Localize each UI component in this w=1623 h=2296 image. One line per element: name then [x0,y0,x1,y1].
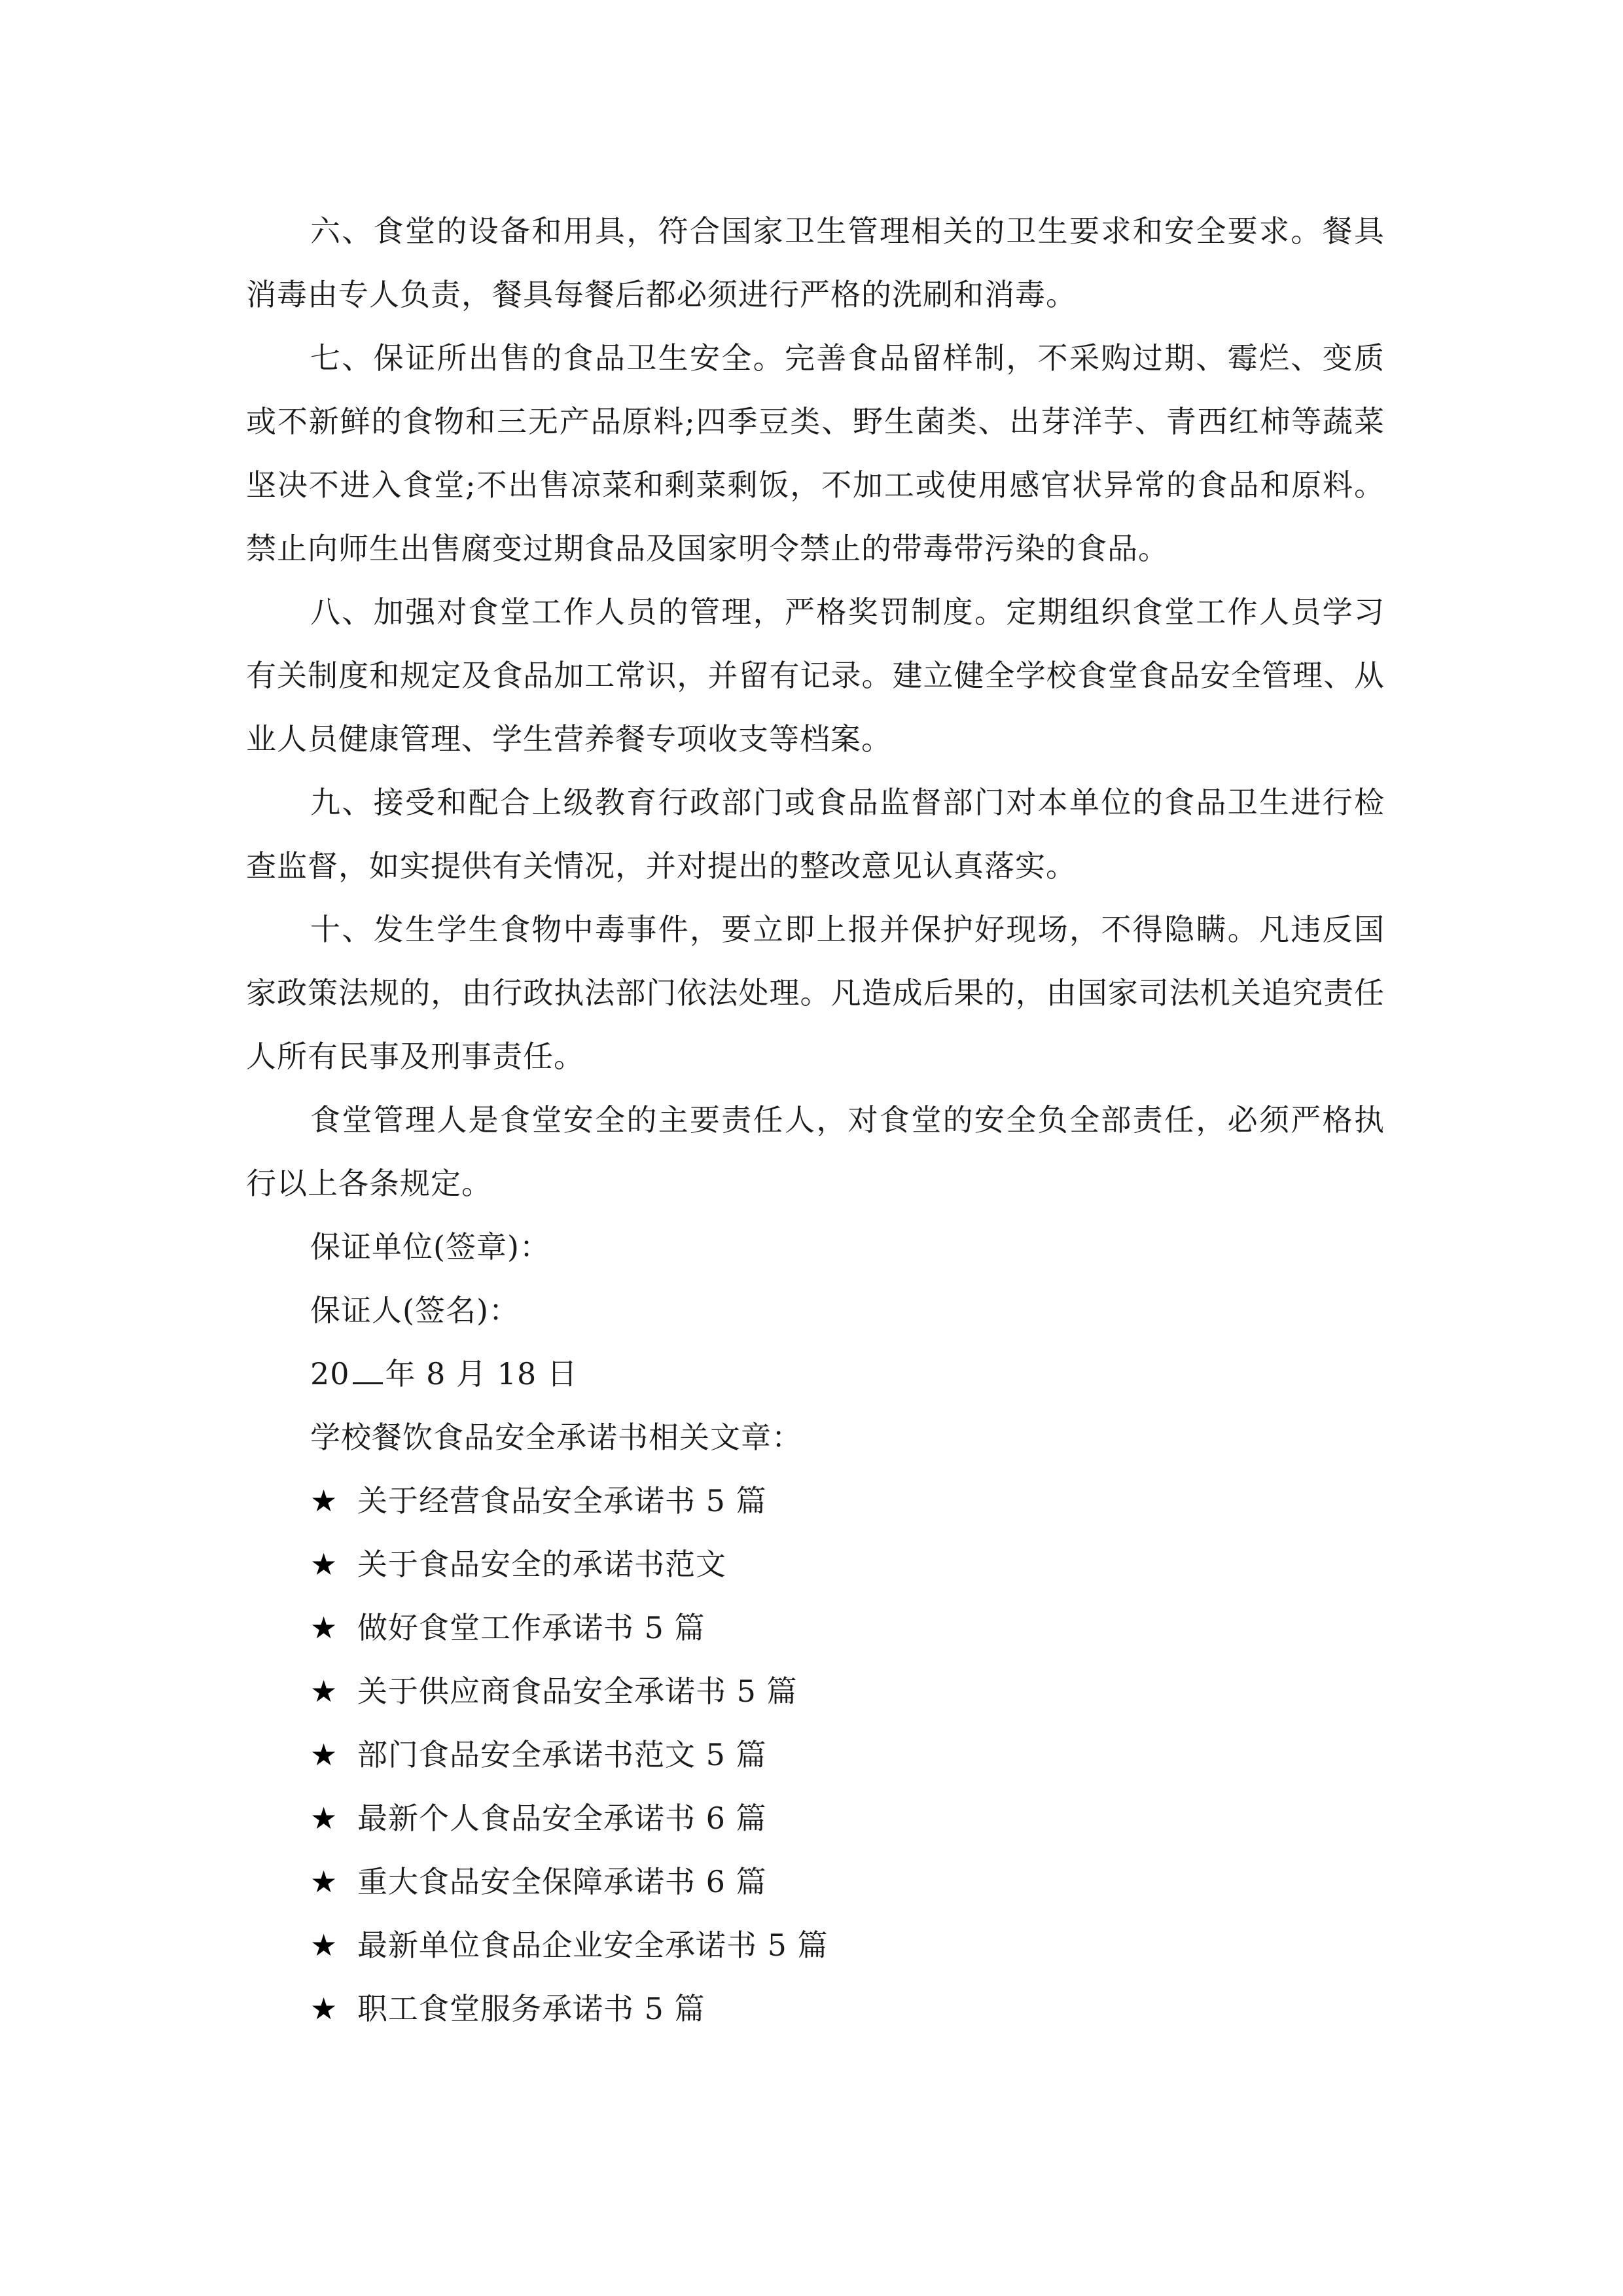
date-blank-underline [353,1359,383,1384]
star-icon: ★ [310,1864,338,1899]
paragraph-6: 六、食堂的设备和用具，符合国家卫生管理相关的卫生要求和安全要求。餐具消毒由专人负责，餐具每餐后都必须进行严格的洗刷和消毒。 [246,213,1385,312]
related-article-link[interactable] [246,1660,1385,1723]
related-article-link[interactable] [246,1787,1385,1850]
date-suffix: 年 8 月 18 日 [385,1356,578,1391]
related-article-link[interactable] [246,1914,1385,1977]
signature-date [246,1342,1385,1406]
star-icon: ★ [310,1547,338,1582]
paragraph-10: 十、发生学生食物中毒事件，要立即上报并保护好现场，不得隐瞒。凡违反国家政策法规的，由行政执法部门依法处理。凡造成后果的，由国家司法机关追究责任人所有民事及刑事责任。 [246,912,1385,1074]
related-article-link[interactable] [246,1850,1385,1914]
date-prefix: 20 [310,1356,350,1391]
signature-person-label: 保证人(签名)： [310,1293,520,1328]
star-icon: ★ [310,1483,338,1518]
related-articles-list [246,1469,1385,2041]
document-body [246,200,1385,2041]
related-article-title: 关于食品安全的承诺书范文 [357,1547,726,1582]
star-icon: ★ [310,1610,338,1645]
related-article-link[interactable] [246,1533,1385,1596]
paragraph-7: 七、保证所出售的食品卫生安全。完善食品留样制，不采购过期、霉烂、变质或不新鲜的食物和三无产品原料;四季豆类、野生菌类、出芽洋芋、青西红柿等蔬菜坚决不进入食堂;不出售凉菜和剩菜剩饭，不加工或使用感官状异常的食品和原料。禁止向师生出售腐变过期食品及国家明令禁止的带毒带污染的食品。 [246,340,1385,566]
related-article-link[interactable] [246,1469,1385,1533]
related-article-link[interactable] [246,1977,1385,2041]
related-article-link[interactable] [246,1596,1385,1660]
star-icon: ★ [310,1928,338,1963]
related-article-title: 关于供应商食品安全承诺书 5 篇 [357,1674,798,1709]
paragraph-responsibility: 食堂管理人是食堂安全的主要责任人，对食堂的安全负全部责任，必须严格执行以上各条规定。 [246,1102,1385,1201]
related-article-title: 部门食品安全承诺书范文 5 篇 [357,1737,767,1772]
related-article-title: 职工食堂服务承诺书 5 篇 [357,1991,705,2026]
star-icon: ★ [310,1737,338,1772]
related-article-title: 重大食品安全保障承诺书 6 篇 [357,1864,767,1899]
related-article-title: 做好食堂工作承诺书 5 篇 [357,1610,705,1645]
star-icon: ★ [310,1991,338,2026]
related-heading: 学校餐饮食品安全承诺书相关文章： [310,1420,802,1455]
related-article-title: 最新个人食品安全承诺书 6 篇 [357,1801,767,1836]
related-article-title: 最新单位食品企业安全承诺书 5 篇 [357,1928,829,1963]
star-icon: ★ [310,1801,338,1836]
paragraph-8: 八、加强对食堂工作人员的管理，严格奖罚制度。定期组织食堂工作人员学习有关制度和规定及食品加工常识，并留有记录。建立健全学校食堂食品安全管理、从业人员健康管理、学生营养餐专项收支等档案。 [246,594,1385,757]
related-article-title: 关于经营食品安全承诺书 5 篇 [357,1483,767,1518]
paragraph-9: 九、接受和配合上级教育行政部门或食品监督部门对本单位的食品卫生进行检查监督，如实提供有关情况，并对提出的整改意见认真落实。 [246,785,1385,884]
star-icon: ★ [310,1674,338,1709]
related-article-link[interactable] [246,1723,1385,1787]
signature-unit-label: 保证单位(签章)： [310,1229,550,1265]
